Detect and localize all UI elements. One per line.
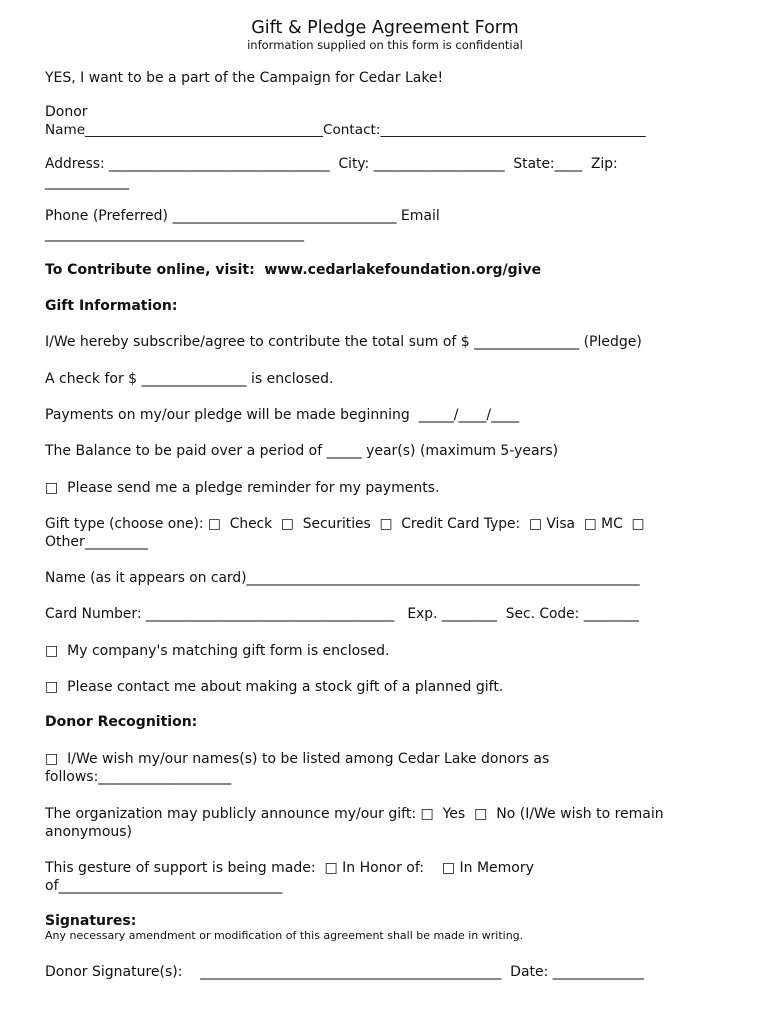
card-number-field[interactable]: Card Number: ____________________________________ Exp. ________ Sec. Code: ________ <box>45 606 639 622</box>
form-subtitle: information supplied on this form is confidential <box>247 38 523 52</box>
check-amount-field[interactable]: A check for $ _______________ is enclosed. <box>45 371 334 387</box>
balance-period-field[interactable]: The Balance to be paid over a period of _____ year(s) (maximum 5-years) <box>45 443 559 459</box>
gift-type-other-field[interactable]: Other_________ <box>45 534 148 550</box>
pledge-sum-field[interactable]: I/We hereby subscribe/agree to contribute the total sum of $ _______________ (Pledge) <box>45 334 642 350</box>
announce-gift-options[interactable]: The organization may publicly announce my/our gift: □ Yes □ No (I/We wish to remain <box>45 806 664 822</box>
payment-start-date-field[interactable]: Payments on my/our pledge will be made beginning _____/____/____ <box>45 407 520 423</box>
donor-name-contact-field[interactable]: Name___________________________________Contact:_______________________________________ <box>45 122 646 138</box>
stock-gift-checkbox[interactable]: □ Please contact me about making a stock gift of a planned gift. <box>45 679 504 695</box>
intro-text: YES, I want to be a part of the Campaign for Cedar Lake! <box>45 70 444 86</box>
donor-recognition-heading: Donor Recognition: <box>45 714 198 730</box>
honor-memory-options[interactable]: This gesture of support is being made: □ In Honor of: □ In Memory <box>45 860 534 876</box>
donor-name-label: Donor <box>45 104 88 120</box>
amendment-note: Any necessary amendment or modification of this agreement shall be made in writing. <box>45 929 524 942</box>
gift-type-options[interactable]: Gift type (choose one): □ Check □ Securities □ Credit Card Type: □ Visa □ MC □ <box>45 516 645 532</box>
matching-gift-checkbox[interactable]: □ My company's matching gift form is enclosed. <box>45 643 390 659</box>
online-contribution-text: To Contribute online, visit: www.cedarlakefoundation.org/give <box>45 262 542 278</box>
form-title: Gift & Pledge Agreement Form <box>251 18 519 38</box>
donor-listing-field[interactable]: follows:___________________ <box>45 769 232 785</box>
email-field[interactable]: _____________________________________ <box>45 226 304 242</box>
phone-field[interactable]: Phone (Preferred) ________________________________ Email <box>45 208 440 224</box>
donor-listing-checkbox[interactable]: □ I/We wish my/our names(s) to be listed among Cedar Lake donors as <box>45 751 550 767</box>
gift-information-heading: Gift Information: <box>45 298 178 314</box>
zip-field[interactable]: ____________ <box>45 174 129 190</box>
pledge-reminder-checkbox[interactable]: □ Please send me a pledge reminder for my payments. <box>45 480 440 496</box>
card-name-field[interactable]: Name (as it appears on card)_________________________________________________________ <box>45 570 640 586</box>
signatures-heading: Signatures: <box>45 913 137 929</box>
donor-signature-date-field[interactable]: Donor Signature(s): ___________________________________________ Date: _____________ <box>45 964 644 980</box>
address-field[interactable]: Address: ________________________________ City: ___________________ State:____ Zip: <box>45 156 618 172</box>
honor-memory-field[interactable]: of________________________________ <box>45 878 283 894</box>
announce-gift-options-cont: anonymous) <box>45 824 133 840</box>
